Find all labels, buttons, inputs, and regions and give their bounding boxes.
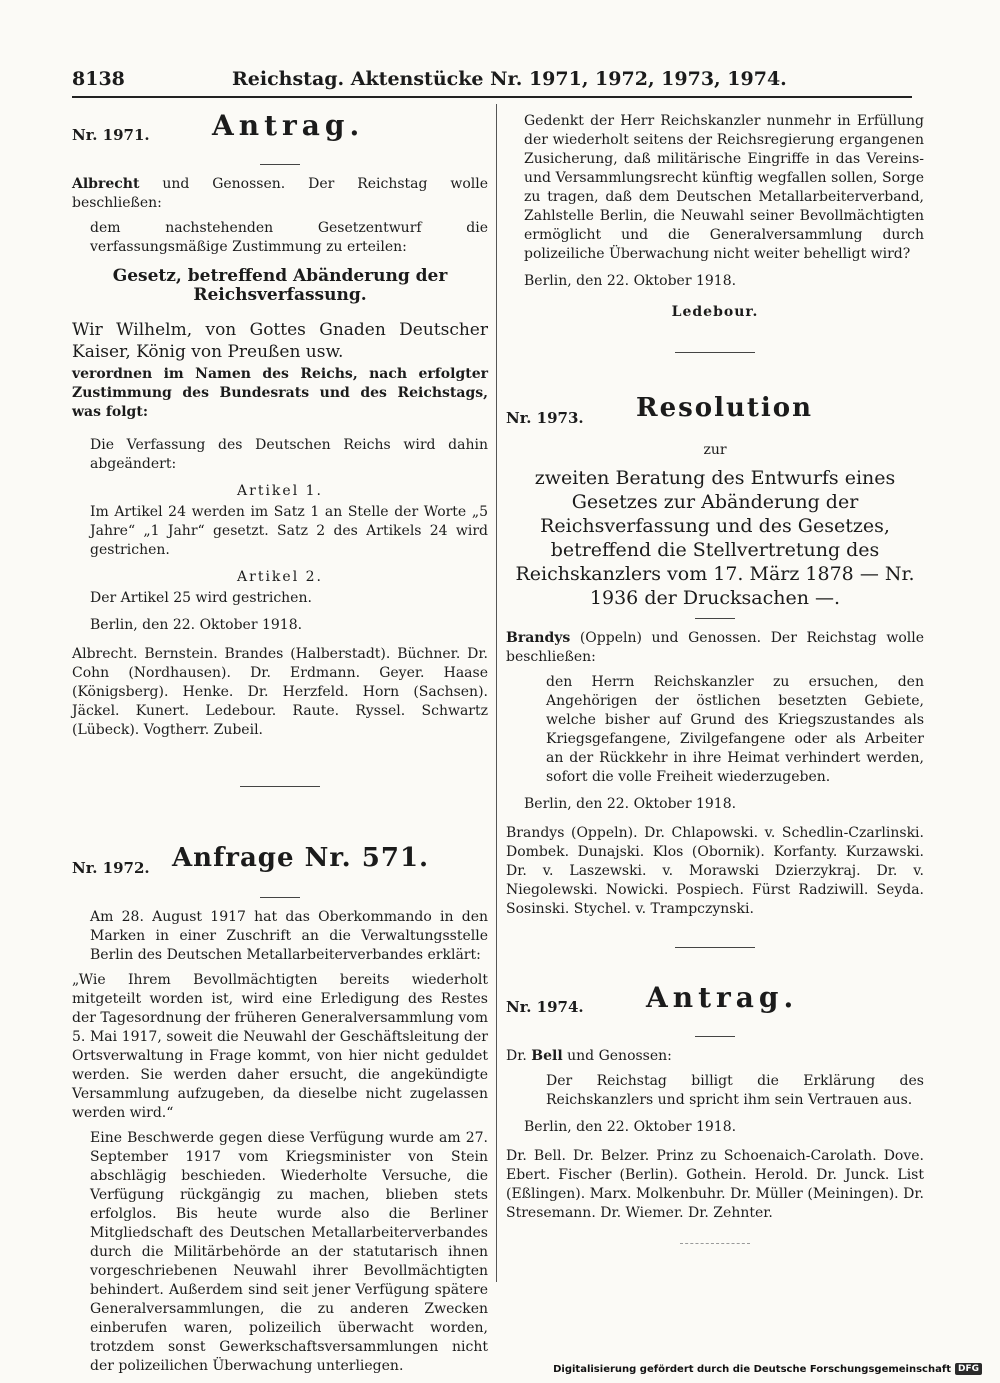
signers: Albrecht. Bernstein. Brandes (Halberstadt). Büchner. Dr. Cohn (Nordhausen). Dr. Erdmann. Geyer. Haase (Königsberg). Henke. Dr. Herzfeld. Horn (Sachsen). Jäckel. Kunert. Ledebour. Raute. Ryssel. Schwartz (Lübeck). Vogtherr. Zubeil.: [72, 646, 488, 738]
motion-lead: Albrecht: [72, 176, 140, 192]
motion-lead: Bell: [531, 1048, 563, 1064]
doc-kind: Antrag.: [212, 109, 365, 142]
motion-indent: den Herrn Reichskanzler zu ersuchen, den Angehörigen der östlichen besetzten Gebiete, welche bisher auf Grund des Kriegszustandes als Kriegsgefangene, Zivilgefangene oder als Arbeiter an der Rückkehr in ihre Heimat verhindert werden, sofort die volle Freiheit wiederzugeben.: [546, 674, 924, 785]
motion-prefix: Dr.: [506, 1048, 527, 1064]
intro: Die Verfassung des Deutschen Reichs wird dahin abgeändert:: [90, 437, 488, 472]
motion-paragraph: [72, 175, 488, 213]
page-header: [72, 62, 912, 98]
paragraph: Am 28. August 1917 hat das Oberkommando in den Marken in einer Zuschrift an die Verwaltungsstelle Berlin des Deutschen Metallarbeiterverbandes erklärt:: [90, 909, 488, 963]
divider: [695, 1036, 735, 1037]
footer-credit: Digitalisierung gefördert durch die Deutsche Forschungsgemeinschaft: [553, 1363, 951, 1375]
divider: [695, 618, 735, 619]
paragraph: Eine Beschwerde gegen diese Verfügung wurde am 27. September 1917 vom Kriegsminister von Stein abschlägig beschieden. Wiederholte Versuche, die Verfügung rückgängig zu machen, blieben stets erfolglos. Bis heute wurde also die Berliner Mitgliedschaft des Deutschen Metallarbeiterverbandes durch die Militärbehörde an der statutarisch ihnen vorgeschriebenen Neuwahl ihrer Bevollmächtigten behindert. Außerdem sind seit jener Verfügung spätere Generalversammlungen, die zu anderen Zwecken einberufen waren, polizeilich überwacht worden, trotzdem sonst Gewerkschaftsversammlungen nicht der polizeilichen Überwachung unterliegen.: [90, 1130, 488, 1374]
article-1-text: Im Artikel 24 werden im Satz 1 an Stelle der Worte „5 Jahre“ „1 Jahr“ gesetzt. Satz 2 des Artikels 24 wird gestrichen.: [90, 504, 488, 558]
doc-1974-heading: [506, 981, 924, 1028]
motion-lead: Brandys: [506, 630, 571, 646]
divider: [240, 786, 320, 787]
paragraph: Gedenkt der Herr Reichskanzler nunmehr in Erfüllung der wiederholt seitens der Reichsregierung ergangenen Zusicherung, daß militärische Eingriffe in das Vereins- und Versammlungsrecht künftig wegfallen sollen, Sorge zu tragen, daß dem Deutschen Metallarbeiterverband, Zahlstelle Berlin, die Neuwahl seiner Bevollmächtigten ermöglicht und die Generalversammlung durch polizeiliche Überwachung nicht weiter behelligt wird?: [524, 113, 924, 262]
decree-sub: verordnen im Namen des Reichs, nach erfolgter Zustimmung des Bundesrats und des Reichstags, was folgt:: [72, 366, 488, 420]
date-line: Berlin, den 22. Oktober 1918.: [524, 1119, 737, 1135]
left-column: [72, 109, 489, 1382]
divider: [675, 947, 755, 948]
doc-1972-heading: [72, 843, 488, 889]
signers: Dr. Bell. Dr. Belzer. Prinz zu Schoenaich-Carolath. Dove. Ebert. Fischer (Berlin). Gothein. Herold. Dr. Junck. List (Eßlingen). Marx. Molkenbuhr. Dr. Müller (Meiningen). Dr. Stresemann. Dr. Wiemer. Dr. Zehnter.: [506, 1148, 924, 1221]
motion-paragraph: [506, 629, 924, 667]
motion-paragraph: [506, 1047, 924, 1066]
motion-text: und Genossen. Der Reichstag wolle beschließen:: [72, 176, 489, 211]
date-line: Berlin, den 22. Oktober 1918.: [524, 796, 737, 812]
resolution-sub: zur: [703, 442, 727, 458]
motion-text: (Oppeln) und Genossen. Der Reichstag wolle beschließen:: [506, 630, 924, 665]
resolution-body: zweiten Beratung des Entwurfs eines Gesetzes zur Abänderung der Reichsverfassung und des Gesetzes, betreffend die Stellvertretung des Reichskanzlers vom 17. März 1878 — Nr. 1936 der Drucksachen —.: [515, 467, 915, 609]
article-2-text: Der Artikel 25 wird gestrichen.: [90, 590, 312, 606]
doc-1973-heading: [506, 393, 924, 439]
divider: [675, 352, 755, 353]
running-title: Reichstag. Aktenstücke Nr. 1971, 1972, 1973, 1974.: [232, 68, 787, 90]
date-line: Berlin, den 22. Oktober 1918.: [90, 617, 303, 633]
doc-kind: Antrag.: [646, 981, 799, 1014]
doc-kind: Resolution: [636, 393, 814, 423]
column-rule: [496, 104, 497, 1282]
article-1-title: Artikel 1.: [237, 483, 323, 499]
divider: [260, 164, 300, 165]
page-number: 8138: [72, 68, 125, 90]
doc-1971-heading: [72, 109, 488, 156]
doc-kind: Anfrage Nr. 571.: [172, 843, 430, 873]
law-title: Gesetz, betreffend Abänderung der Reichsverfassung.: [112, 266, 448, 305]
doc-number: Nr. 1972.: [72, 859, 150, 877]
date-line: Berlin, den 22. Oktober 1918.: [524, 273, 737, 289]
article-2-title: Artikel 2.: [237, 569, 323, 585]
doc-number: Nr. 1971.: [72, 126, 150, 144]
right-column: [506, 112, 924, 1244]
doc-number: Nr. 1973.: [506, 409, 584, 427]
signature: Ledebour.: [671, 304, 759, 320]
motion-indent: dem nachstehenden Gesetzentwurf die verfassungsmäßige Zustimmung zu erteilen:: [90, 220, 488, 255]
quote: „Wie Ihrem Bevollmächtigten bereits wiederholt mitgeteilt worden ist, wird eine Erledigung des Restes der Tagesordnung der früheren Generalversammlung vom 5. Mai 1917, soweit die Neuwahl der Geschäftsleitung der Ortsverwaltung in Frage kommt, von hier nicht geduldet werden. Sie werden daher ersucht, die angekündigte Versammlung aufzugeben, da dieselbe nicht zugelassen werden wird.“: [72, 972, 488, 1121]
divider: [260, 897, 300, 898]
motion-indent: Der Reichstag billigt die Erklärung des Reichskanzlers und spricht ihm sein Vertrauen aus.: [546, 1073, 924, 1108]
doc-number: Nr. 1974.: [506, 998, 584, 1016]
decree: Wir Wilhelm, von Gottes Gnaden Deutscher Kaiser, König von Preußen usw.: [72, 320, 488, 362]
signers: Brandys (Oppeln). Dr. Chlapowski. v. Schedlin-Czarlinski. Dombek. Dunajski. Klos (Obornik). Korfanty. Kurzawski. Dr. v. Laszewski. v. Morawski Dzierzykraj. Dr. v. Niegolewski. Nowicki. Pospiech. Fürst Radziwill. Seyda. Sosinski. Stychel. v. Trampczynski.: [506, 825, 924, 917]
end-divider: [680, 1243, 750, 1244]
dfg-logo: DFG: [955, 1363, 982, 1375]
footer: [553, 1363, 982, 1375]
motion-text: und Genossen:: [567, 1048, 672, 1064]
